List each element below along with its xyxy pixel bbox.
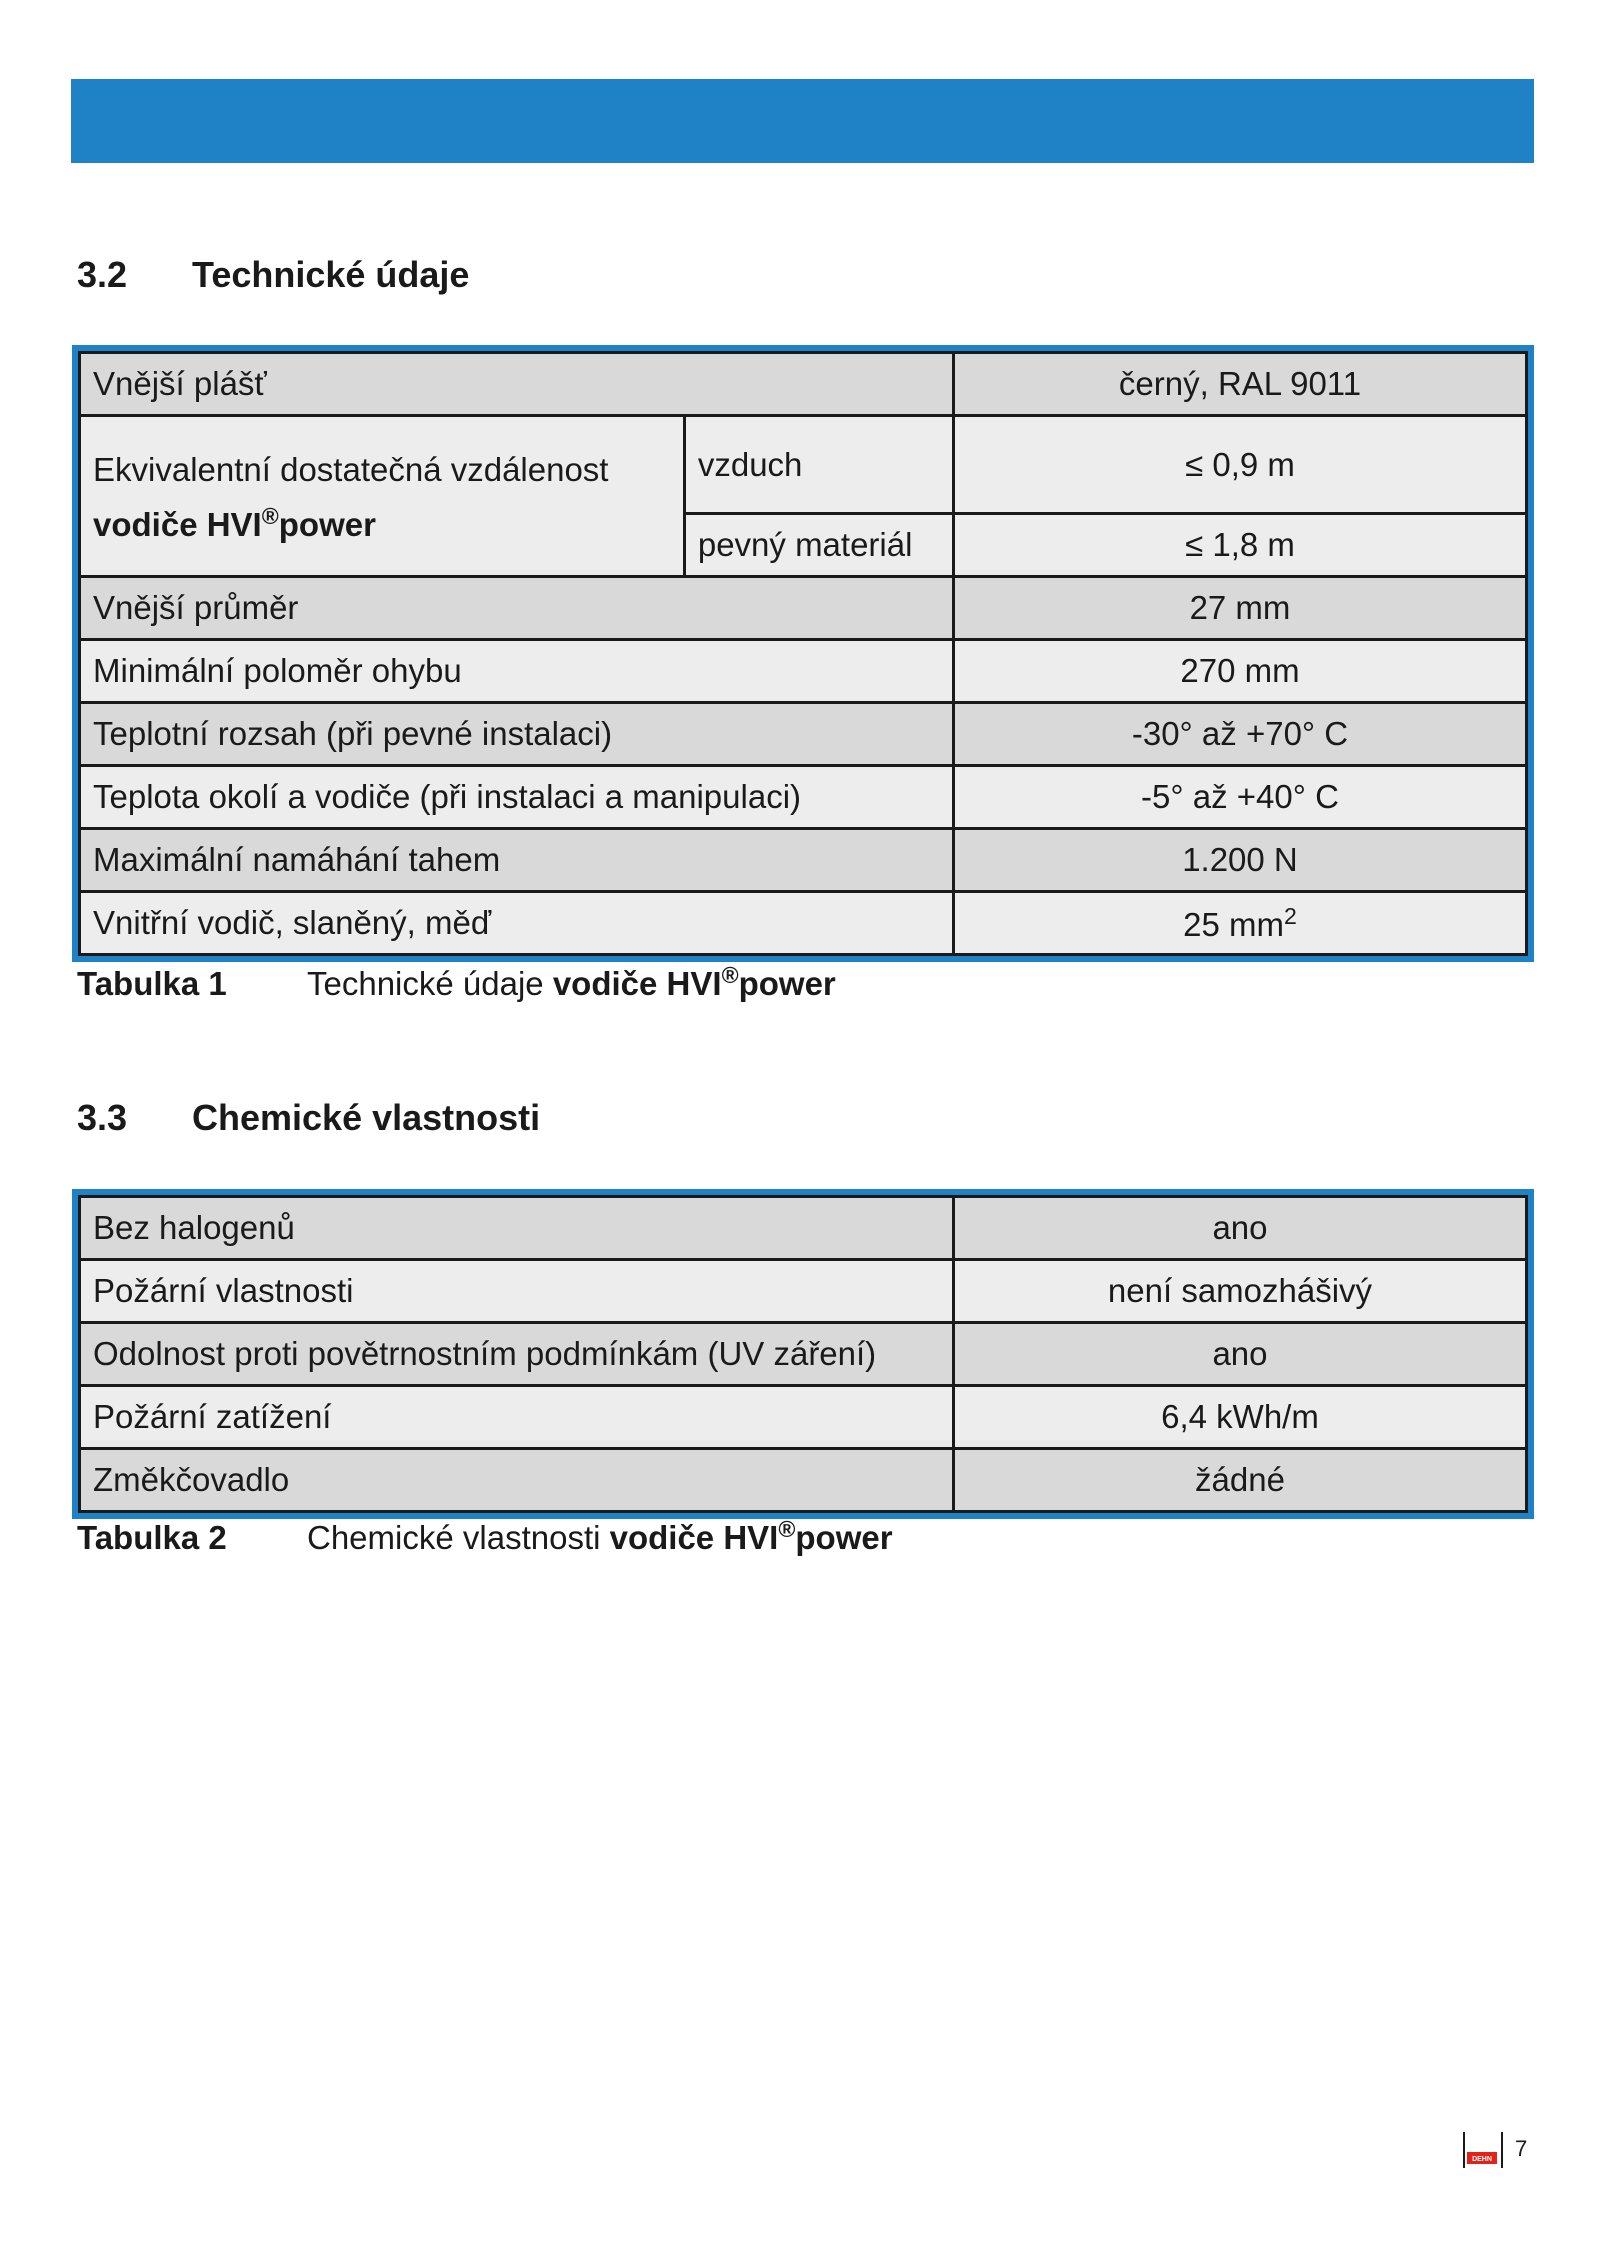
table-row: pevný materiál ≤ 1,8 m	[80, 514, 1527, 577]
table-row: Teplota okolí a vodiče (při instalaci a manipulaci) -5° až +40° C	[80, 766, 1527, 829]
table-row: Ekvivalentní dostatečná vzdálenost vodiče HVI®power vzduch ≤ 0,9 m	[80, 416, 1527, 514]
header-band	[71, 79, 1534, 163]
technical-data-table	[72, 345, 1534, 962]
section-title-3-3: 3.3 Chemické vlastnosti	[77, 1097, 541, 1138]
table-row: Požární zatížení 6,4 kWh/m	[80, 1386, 1527, 1449]
table-row: Maximální namáhání tahem 1.200 N	[80, 829, 1527, 892]
table-row: Vnitřní vodič, slaněný, měď 25 $mm^2$	[80, 892, 1527, 955]
equivalent-distance-label: Ekvivalentní dostatečná vzdálenost vodiče HVI®power	[80, 416, 685, 577]
table-2-caption: Tabulka 2 Chemické vlastnosti vodiče HVI®power	[77, 1516, 893, 1556]
svg-text:DEHN: DEHN	[1472, 2156, 1492, 2163]
section-title-3-2: 3.2 Technické údaje	[77, 254, 470, 295]
table-row: Odolnost proti povětrnostním podmínkám (UV záření) ano	[80, 1323, 1527, 1386]
table-1-caption: Tabulka 1 Technické údaje vodiče HVI®power	[77, 962, 836, 1002]
table-row: Vnější průměr 27 mm	[80, 577, 1527, 640]
table-row: Minimální poloměr ohybu 270 mm	[80, 640, 1527, 703]
table-row: Bez halogenů ano	[80, 1197, 1527, 1260]
table-row: Změkčovadlo žádné	[80, 1449, 1527, 1512]
table-row: Požární vlastnosti není samozhášivý	[80, 1260, 1527, 1323]
dehn-logo	[1461, 2130, 1505, 2170]
chemical-properties-table	[72, 1189, 1534, 1519]
page-number: 7	[1515, 2136, 1528, 2161]
table-row: Vnější plášť černý, RAL 9011	[80, 353, 1527, 416]
table-row: Teplotní rozsah (při pevné instalaci) -30° až +70° C	[80, 703, 1527, 766]
